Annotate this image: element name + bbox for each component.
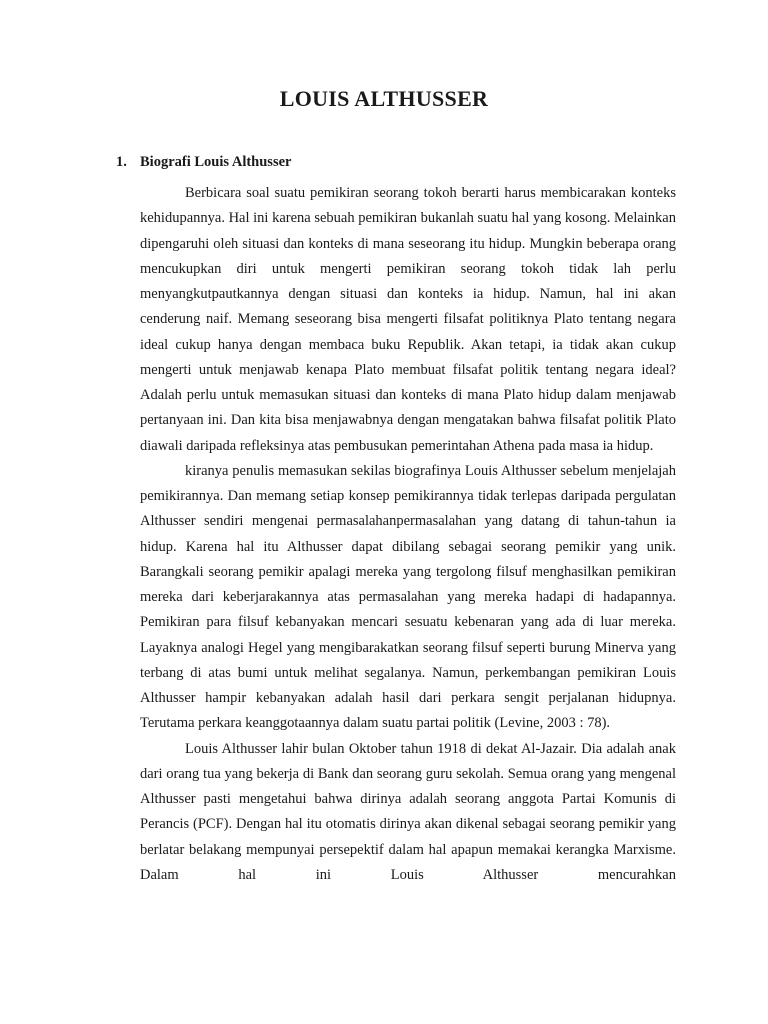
section-heading [116, 154, 291, 171]
section-heading-text: Biografi Louis Althusser [140, 154, 292, 170]
paragraph-early-life: Louis Althusser lahir bulan Oktober tahun 1918 di dekat Al-Jazair. Dia adalah anak dari orang tua yang bekerja di Bank dan seorang guru sekolah. Semua orang yang mengenal Althusser pasti mengetahui bahwa dirinya adalah seorang anggota Partai Komunis di Perancis (PCF). Dengan hal itu otomatis dirinya akan dikenal sebagai seorang pemikir yang berlatar belakang mempunyai persepektif dalam hal apapun memakai kerangka Marxisme. Dalam hal ini Louis Althusser mencurahkan [140, 740, 676, 883]
document-title: LOUIS ALTHUSSER [279, 86, 489, 111]
paragraph-intro: Berbicara soal suatu pemikiran seorang tokoh berarti harus membicarakan konteks kehidupannya. Hal ini karena sebuah pemikiran bukanlah suatu hal yang kosong. Melainkan dipengaruhi oleh situasi dan konteks di mana seseorang itu hidup. Mungkin beberapa orang mencukupkan diri untuk mengerti pemikiran seorang tokoh tidak lah perlu menyangkutpautkannya dengan situasi dan konteks ia hidup. Namun, hal ini akan cenderung naif. Memang seseorang bisa mengerti filsafat politiknya Plato tentang negara ideal cukup hanya dengan membaca buku Republik. Akan tetapi, ia tidak akan cukup mengerti untuk menjawab kenapa Plato membuat filsafat politik tentang negara ideal? Adalah perlu untuk memasukan situasi dan konteks di mana Plato hidup dalam menjawab pertanyaan ini. Dan kita bisa menjawabnya dengan mengatakan bahwa filsafat politik Plato diawali daripada refleksinya atas pembusukan pemerintahan Athena pada masa ia hidup. [140, 185, 676, 454]
section-number: 1. [116, 154, 127, 170]
paragraph-biography-overview: kiranya penulis memasukan sekilas biografinya Louis Althusser sebelum menjelajah pemikirannya. Dan memang setiap konsep pemikirannya tidak terlepas daripada pergulatan Althusser sendiri mengenai permasalahanpermasalahan yang datang di tahun-tahun ia hidup. Karena hal itu Althusser dapat dibilang sebagai seorang pemikir yang unik. Barangkali seorang pemikir apalagi mereka yang tergolong filsuf menghasilkan pemikiran mereka dari keberjarakannya atas permasalahan yang mereka hadapi di hadapannya. Pemikiran para filsuf kebanyakan mencari sesuatu kebenaran yang ada di luar mereka. Layaknya analogi Hegel yang mengibarakatkan seorang filsuf seperti burung Minerva yang terbang di atas bumi untuk melihat segalanya. Namun, perkembangan pemikiran Louis Althusser hampir kebanyakan adalah hasil dari perkara sengit perjalanan hidupnya. Terutama perkara keanggotaannya dalam suatu partai politik (Levine, 2003 : 78). [140, 462, 676, 732]
body-text [140, 181, 676, 888]
